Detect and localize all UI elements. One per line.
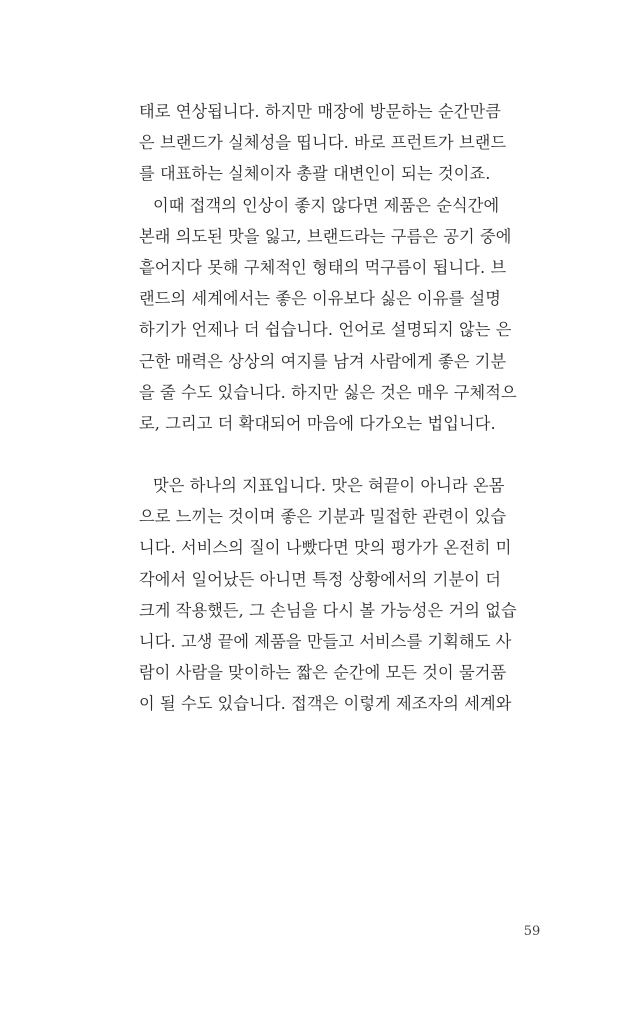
text-line: 흩어지다 못해 구체적인 형태의 먹구름이 됩니다. 브 bbox=[139, 257, 507, 277]
text-line: 이때 접객의 인상이 좋지 않다면 제품은 순식간에 bbox=[153, 195, 500, 215]
paragraph-3 bbox=[139, 470, 517, 720]
text-line: 를 대표하는 실체이자 총괄 대변인이 되는 것이죠. bbox=[139, 164, 491, 184]
body-text bbox=[139, 96, 517, 720]
text-line: 크게 작용했든, 그 손님을 다시 볼 가능성은 거의 없습 bbox=[139, 600, 517, 620]
paragraph-spacer bbox=[139, 439, 499, 470]
paragraph-1 bbox=[139, 96, 507, 190]
text-line: 로, 그리고 더 확대되어 마음에 다가오는 법입니다. bbox=[139, 413, 496, 433]
text-line: 각에서 일어났든 아니면 특정 상황에서의 기분이 더 bbox=[139, 569, 501, 589]
text-line: 니다. 서비스의 질이 나빴다면 맛의 평가가 온전히 미 bbox=[139, 538, 512, 558]
text-line: 맛은 하나의 지표입니다. 맛은 혀끝이 아니라 온몸 bbox=[153, 476, 505, 496]
text-line: 태로 연상됩니다. 하지만 매장에 방문하는 순간만큼 bbox=[139, 102, 501, 121]
page-number: 59 bbox=[523, 924, 541, 939]
text-line: 근한 매력은 상상의 여지를 남겨 사람에게 좋은 기분 bbox=[139, 351, 507, 371]
paragraph-2 bbox=[139, 190, 517, 440]
text-line: 랜드의 세계에서는 좋은 이유보다 싫은 이유를 설명 bbox=[139, 289, 501, 309]
text-line: 을 줄 수도 있습니다. 하지만 싫은 것은 매우 구체적으 bbox=[139, 382, 517, 402]
text-line: 이 될 수도 있습니다. 접객은 이렇게 제조자의 세계와 bbox=[139, 694, 512, 714]
text-line: 은 브랜드가 실체성을 띱니다. 바로 프런트가 브랜드 bbox=[139, 133, 507, 153]
text-line: 람이 사람을 맞이하는 짧은 순간에 모든 것이 물거품 bbox=[139, 663, 507, 683]
text-line: 본래 의도된 맛을 잃고, 브랜드라는 구름은 공기 중에 bbox=[139, 226, 512, 246]
text-line: 니다. 고생 끝에 제품을 만들고 서비스를 기획해도 사 bbox=[139, 632, 512, 651]
text-line: 으로 느끼는 것이며 좋은 기분과 밀접한 관련이 있습 bbox=[139, 507, 507, 527]
text-line: 하기가 언제나 더 쉽습니다. 언어로 설명되지 않는 은 bbox=[139, 320, 512, 340]
